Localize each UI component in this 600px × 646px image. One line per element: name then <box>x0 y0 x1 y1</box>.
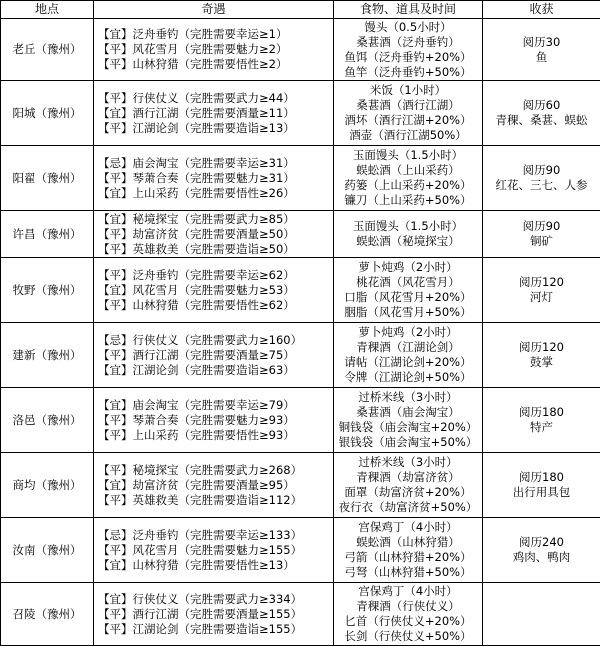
item-entry: 酒坏（酒行江湖+20%） <box>344 113 472 127</box>
gains-cell <box>483 323 600 388</box>
header-encounters: 奇遇 <box>94 1 334 19</box>
table-row <box>1 388 600 453</box>
table-row <box>1 81 600 146</box>
items-cell <box>334 583 483 646</box>
gains-cell <box>483 583 600 646</box>
encounter-item: 【平】英雄救美（完胜需要造诣≥50） <box>98 241 295 256</box>
item-entry: 米饭（1小时） <box>369 83 447 97</box>
encounter-item: 【平】江湖论剑（完胜需要造诣≥155） <box>98 621 303 636</box>
place-cell: 商均（豫州） <box>1 453 94 518</box>
encounters-cell <box>94 146 334 211</box>
encounters-cell <box>94 323 334 388</box>
encounter-item: 【平】风花雪月（完胜需要魅力≥155） <box>98 542 303 557</box>
item-entry: 蜈蚣酒（秘境探宝） <box>356 234 460 248</box>
item-entry: 镰刀（上山采药+50%） <box>344 193 472 207</box>
gain-entry: 出行用具包 <box>512 485 571 499</box>
item-entry: 长剑（行侠仗义+50%） <box>344 629 472 643</box>
table-row <box>1 258 600 323</box>
header-gains: 收获 <box>483 1 600 19</box>
items-cell <box>334 146 483 211</box>
header-row <box>1 1 600 19</box>
encounter-item: 【宜】酒行江湖（完胜需要酒量≥11） <box>98 105 295 120</box>
items-cell <box>334 19 483 81</box>
item-entry: 银钱袋（庙会淘宝+50%） <box>338 435 478 449</box>
header-place: 地点 <box>1 1 94 19</box>
encounters-cell <box>94 258 334 323</box>
item-entry: 匕首（行侠仗义+20%） <box>344 614 472 628</box>
gains-cell <box>483 211 600 258</box>
gain-entry: 河灯 <box>530 290 553 304</box>
item-entry: 过桥米线（3小时） <box>358 455 458 469</box>
gain-entry: 阅历60 <box>522 98 561 112</box>
item-entry: 蜈蚣酒（上山采药） <box>356 163 460 177</box>
item-entry: 面罩（劫富济贫+20%） <box>344 485 472 499</box>
encounter-item: 【宜】庙会淘宝（完胜需要幸运≥79） <box>98 397 295 412</box>
encounter-item: 【平】风花雪月（完胜需要魅力≥2） <box>98 42 288 56</box>
item-entry: 桃花酒（风花雪月） <box>356 275 460 289</box>
encounter-item: 【平】英雄救美（完胜需要造诣≥112） <box>98 492 303 507</box>
encounters-cell <box>94 211 334 258</box>
gains-cell <box>483 518 600 583</box>
table-row <box>1 453 600 518</box>
item-entry: 酒壶（酒行江湖50%） <box>349 128 467 142</box>
header-items: 食物、道具及时间 <box>334 1 483 19</box>
encounter-item: 【平】琴萧合奏（完胜需要魅力≥93） <box>98 412 295 427</box>
gain-entry: 阅历30 <box>522 34 561 49</box>
encounter-item: 【平】上山采药（完胜需要悟性≥93） <box>98 427 295 442</box>
item-entry: 弓箭（山林狩猎+20%） <box>344 550 472 564</box>
item-entry: 铜钱袋（庙会淘宝+20%） <box>338 420 478 434</box>
item-entry: 桑葚酒（泛舟垂钓） <box>356 34 460 49</box>
place-cell: 许昌（豫州） <box>1 211 94 258</box>
table-row <box>1 211 600 258</box>
encounter-item: 【忌】庙会淘宝（完胜需要幸运≥31） <box>98 155 295 170</box>
encounter-item: 【忌】行侠仗义（完胜需要武力≥160） <box>98 332 303 347</box>
encounter-item: 【宜】江湖论剑（完胜需要造诣≥63） <box>98 362 295 377</box>
table-row <box>1 518 600 583</box>
item-entry: 玉面馒头（1.5小时） <box>352 219 464 233</box>
item-entry: 令牌（江湖论剑+50%） <box>344 370 472 384</box>
encounter-item: 【平】泛舟垂钓（完胜需要幸运≥62） <box>98 267 295 282</box>
place-cell: 阳城（豫州） <box>1 81 94 146</box>
encounter-item: 【宜】风花雪月（完胜需要魅力≥53） <box>98 282 295 297</box>
encounters-cell <box>94 453 334 518</box>
place-cell: 召陵（豫州） <box>1 583 94 646</box>
gain-entry: 铜矿 <box>530 234 553 248</box>
table-row <box>1 583 600 646</box>
encounters-cell <box>94 518 334 583</box>
item-entry: 桑葚酒（酒行江湖） <box>356 98 460 112</box>
item-entry: 过桥米线（3小时） <box>358 390 458 404</box>
encounter-item: 【宜】上山采药（完胜需要悟性≥26） <box>98 185 295 200</box>
table-row <box>1 146 600 211</box>
gains-cell <box>483 19 600 81</box>
place-cell: 阳翟（豫州） <box>1 146 94 211</box>
item-entry: 胭脂（风花雪月+50%） <box>344 305 472 319</box>
gains-cell <box>483 388 600 453</box>
item-entry: 口脂（风花雪月+20%） <box>344 290 472 304</box>
encounter-item: 【平】秘境探宝（完胜需要武力≥268） <box>98 462 303 477</box>
encounter-item: 【平】行侠仗义（完胜需要武力≥44） <box>98 90 295 105</box>
encounter-item: 【平】酒行江湖（完胜需要酒量≥75） <box>98 347 295 362</box>
gain-entry: 阅历120 <box>519 275 564 289</box>
encounter-item: 【平】山林狩猎（完胜需要悟性≥62） <box>98 297 295 312</box>
gains-cell <box>483 453 600 518</box>
encounters-cell <box>94 388 334 453</box>
item-entry: 青稞酒（江湖论剑） <box>356 340 460 354</box>
gains-cell <box>483 146 600 211</box>
item-entry: 玉面馒头（1.5小时） <box>352 148 464 162</box>
gain-entry: 阅历120 <box>519 340 564 354</box>
gains-cell <box>483 81 600 146</box>
item-entry: 萝卜炖鸡（2小时） <box>358 260 458 274</box>
items-cell <box>334 81 483 146</box>
item-entry: 青稞酒（劫富济贫） <box>356 470 460 484</box>
item-entry: 宫保鸡丁（4小时） <box>358 584 458 598</box>
encounter-item: 【平】酒行江湖（完胜需要酒量≥155） <box>98 606 303 621</box>
table-row <box>1 323 600 388</box>
gain-entry: 阅历240 <box>519 535 564 549</box>
place-cell: 汝南（豫州） <box>1 518 94 583</box>
gain-entry: 阅历90 <box>522 163 561 177</box>
gain-entry: 鱼 <box>535 49 548 64</box>
gain-entry: 青稞、桑葚、蜈蚣 <box>495 113 588 127</box>
gain-entry: 鸡肉、鸭肉 <box>512 550 571 564</box>
place-cell: 洛邑（豫州） <box>1 388 94 453</box>
items-cell <box>334 453 483 518</box>
gains-cell <box>483 258 600 323</box>
item-entry: 药篓（上山采药+20%） <box>344 178 472 192</box>
table-row <box>1 19 600 81</box>
item-entry: 桑葚酒（庙会淘宝） <box>356 405 460 419</box>
encounter-item: 【宜】行侠仗义（完胜需要武力≥334） <box>98 591 303 606</box>
place-cell: 牧野（豫州） <box>1 258 94 323</box>
item-entry: 夜行衣（劫富济贫+50%） <box>338 500 478 514</box>
encounter-item: 【宜】劫富济贫（完胜需要酒量≥95） <box>98 477 295 492</box>
encounter-item: 【平】琴萧合奏（完胜需要魅力≥31） <box>98 170 295 185</box>
place-cell: 建新（豫州） <box>1 323 94 388</box>
items-cell <box>334 211 483 258</box>
item-entry: 蜈蚣酒（山林狩猎） <box>356 535 460 549</box>
gain-entry: 阅历180 <box>519 405 564 419</box>
item-entry: 馒头（0.5小时） <box>364 19 452 34</box>
place-cell: 老丘（豫州） <box>1 19 94 81</box>
gain-entry: 红花、三七、人参 <box>495 178 588 192</box>
item-entry: 宫保鸡丁（4小时） <box>358 520 458 534</box>
items-cell <box>334 518 483 583</box>
items-cell <box>334 258 483 323</box>
encounter-item: 【宜】山林狩猎（完胜需要悟性≥13） <box>98 557 295 572</box>
encounter-item: 【平】山林狩猎（完胜需要悟性≥2） <box>98 57 288 71</box>
gain-entry: 阅历90 <box>522 219 561 233</box>
gain-entry: 鼓掌 <box>530 355 553 369</box>
encounter-item: 【平】劫富济贫（完胜需要酒量≥50） <box>98 226 295 241</box>
item-entry: 萝卜炖鸡（2小时） <box>358 325 458 339</box>
encounter-item: 【宜】秘境探宝（完胜需要武力≥85） <box>98 211 295 226</box>
item-entry: 鱼饵（泛舟垂钓+20%） <box>344 49 472 64</box>
items-cell <box>334 323 483 388</box>
encounter-item: 【忌】泛舟垂钓（完胜需要幸运≥133） <box>98 527 303 542</box>
encounters-cell <box>94 583 334 646</box>
encounter-item: 【平】江湖论剑（完胜需要造诣≥13） <box>98 120 295 135</box>
gain-entry: 阅历180 <box>519 470 564 484</box>
item-entry: 弓弩（山林狩猎+50%） <box>344 565 472 579</box>
item-entry: 青稞酒（行侠仗义） <box>356 599 460 613</box>
item-entry: 鱼竿（泛舟垂钓+50%） <box>344 64 472 79</box>
encounters-cell <box>94 81 334 146</box>
encounters-cell <box>94 19 334 81</box>
item-entry: 请帖（江湖论剑+20%） <box>344 355 472 369</box>
items-cell <box>334 388 483 453</box>
encounter-item: 【宜】泛舟垂钓（完胜需要幸运≥1） <box>98 27 288 41</box>
gain-entry: 特产 <box>530 420 553 434</box>
